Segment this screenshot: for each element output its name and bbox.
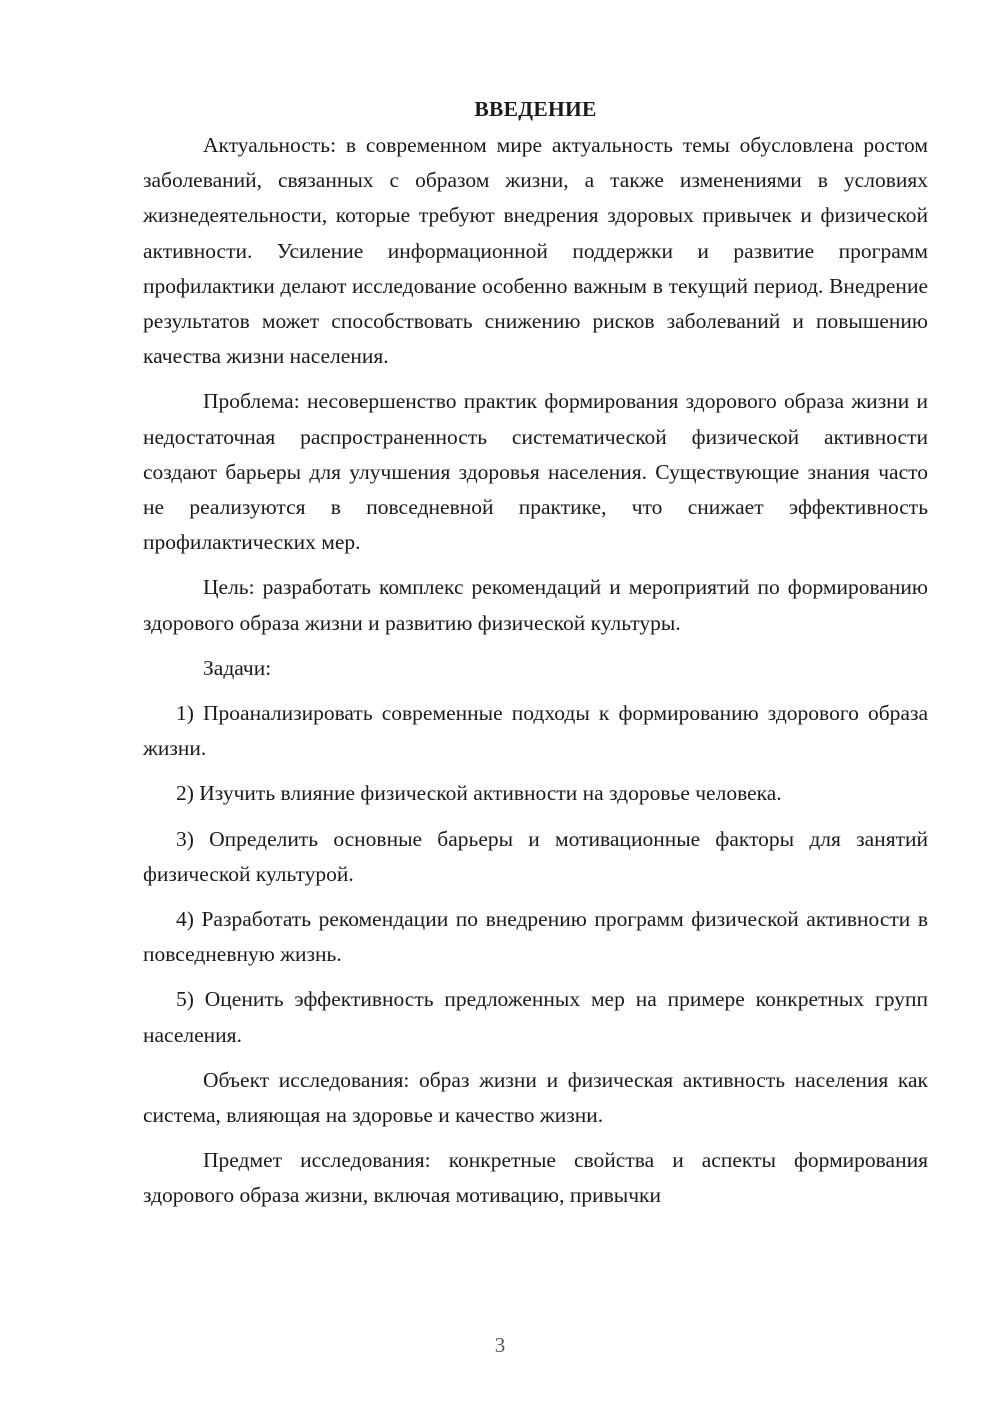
section-title: ВВЕДЕНИЕ: [474, 97, 597, 121]
document-page: [143, 92, 928, 1224]
task-item-5: 5) Оценить эффективность предложенных мер на примере конкретных групп населения.: [143, 987, 928, 1047]
task-item-1: 1) Проанализировать современные подходы к формированию здорового образа жизни.: [143, 701, 928, 761]
paragraph-object: Объект исследования: образ жизни и физическая активность населения как система, влияющая на здоровье и качество жизни.: [143, 1067, 928, 1128]
task-item-4: 4) Разработать рекомендации по внедрению программ физической активности в повседневную жизнь.: [143, 907, 928, 967]
paragraph-goal: Цель: разработать комплекс рекомендаций и мероприятий по формированию здорового образа жизни и развитию физической культуры.: [143, 575, 928, 635]
page-number: 3: [494, 1333, 506, 1357]
paragraph-problem: Проблема: несовершенство практик формирования здорового образа жизни и недостаточная распространенность систематической физической активности создают барьеры для улучшения здоровья населения. Существующие знания часто не реализуются в повседневной практике, что снижает эффективность профилактических мер.: [143, 389, 928, 555]
task-item-3: 3) Определить основные барьеры и мотивационные факторы для занятий физической культурой.: [143, 826, 928, 886]
task-item-2: 2) Изучить влияние физической активности на здоровье человека.: [176, 781, 782, 806]
paragraph-relevance: Актуальность: в современном мире актуальность темы обусловлена ростом заболеваний, связанных с образом жизни, а также изменениями в условиях жизнедеятельности, которые требуют внедрения здоровых привычек и физической активности. Усиление информационной поддержки и развитие программ профилактики делают исследование особенно важным в текущий период. Внедрение результатов может способствовать снижению рисков заболеваний и повышению качества жизни населения.: [143, 133, 928, 369]
tasks-heading: Задачи:: [203, 655, 272, 680]
paragraph-subject: Предмет исследования: конкретные свойства и аспекты формирования здорового образа жизни, включая мотивацию, привычки: [143, 1148, 928, 1208]
